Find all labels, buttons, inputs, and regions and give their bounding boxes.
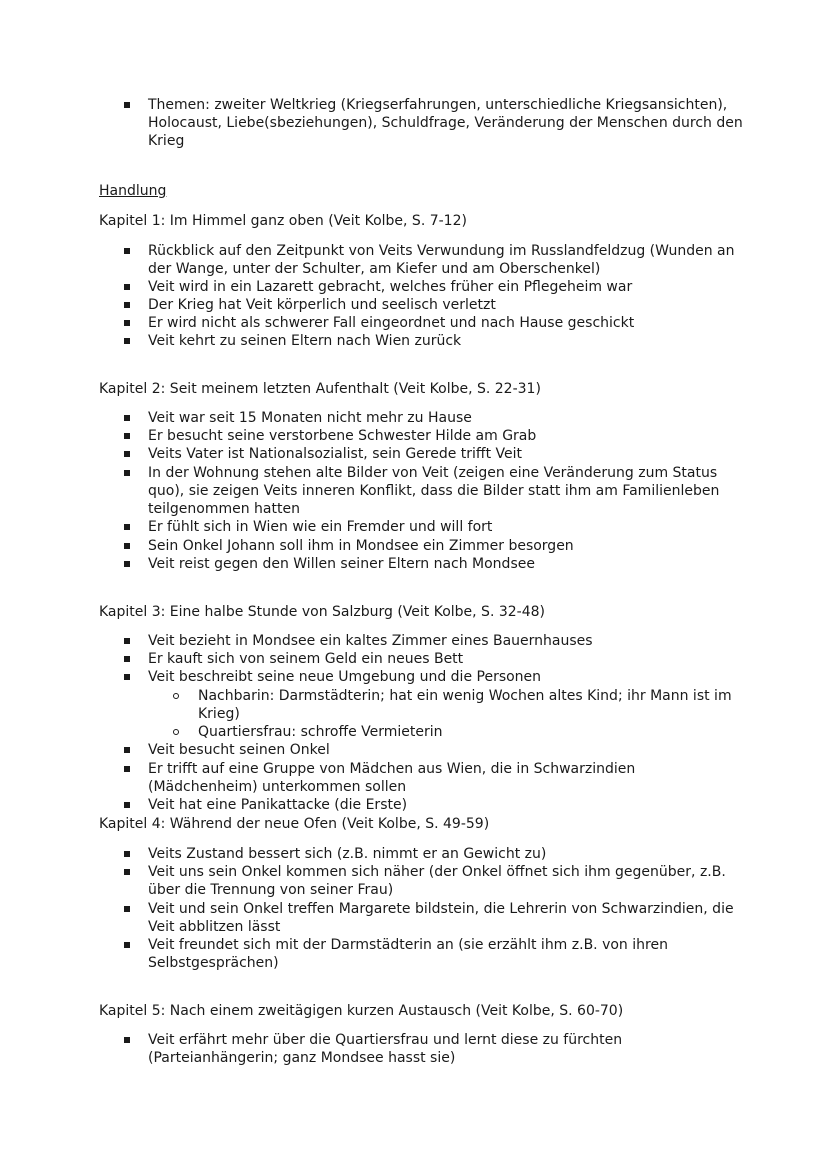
list-item: Veit uns sein Onkel kommen sich näher (der Onkel öffnet sich ihm gegenüber, z.B. über die Trennung von seiner Frau)	[148, 864, 726, 899]
list-item: Er kauft sich von seinem Geld ein neues Bett	[148, 651, 464, 667]
list-item: Veit erfährt mehr über die Quartiersfrau und lernt diese zu fürchten (Parteianhängerin; ganz Mondsee hasst sie)	[148, 1032, 623, 1067]
chapter-2-title: Kapitel 2: Seit meinem letzten Aufenthalt (Veit Kolbe, S. 22-31)	[99, 381, 541, 397]
list-item: Veit hat eine Panikattacke (die Erste)	[148, 797, 408, 813]
list-item: Er trifft auf eine Gruppe von Mädchen aus Wien, die in Schwarzindien (Mädchenheim) unterkommen sollen	[148, 761, 636, 796]
bullet-square	[124, 869, 130, 875]
list-item: Veit reist gegen den Willen seiner Eltern nach Mondsee	[148, 556, 535, 572]
section-title-handlung: Handlung	[99, 183, 167, 199]
sub-list-item: Quartiersfrau: schroffe Vermieterin	[198, 724, 443, 740]
bullet-square	[124, 638, 130, 644]
list-item: Er fühlt sich in Wien wie ein Fremder und will fort	[148, 519, 493, 535]
bullet-square	[124, 674, 130, 680]
bullet-square	[124, 433, 130, 439]
bullet-square	[124, 338, 130, 344]
bullet-square	[124, 102, 130, 108]
list-item: In der Wohnung stehen alte Bilder von Veit (zeigen eine Veränderung zum Status quo), sie zeigen Veits inneren Konflikt, dass die Bilder statt ihm am Familienleben teilgenommen hatten	[148, 465, 720, 518]
bullet-square	[124, 656, 130, 662]
list-item: Veit bezieht in Mondsee ein kaltes Zimmer eines Bauernhauses	[148, 633, 593, 649]
bullet-square	[124, 320, 130, 326]
bullet-square	[124, 248, 130, 254]
themes-text: Themen: zweiter Weltkrieg (Kriegserfahrungen, unterschiedliche Kriegsansichten), Holocaust, Liebe(sbeziehungen), Schuldfrage, Veränderung der Menschen durch den Krieg	[148, 97, 743, 150]
list-item: Veit und sein Onkel treffen Margarete bildstein, die Lehrerin von Schwarzindien, die Veit abblitzen lässt	[148, 901, 734, 936]
chapter-4-title: Kapitel 4: Während der neue Ofen (Veit Kolbe, S. 49-59)	[99, 816, 490, 832]
bullet-square	[124, 1037, 130, 1043]
bullet-square	[124, 851, 130, 857]
bullet-square	[124, 802, 130, 808]
list-item: Er besucht seine verstorbene Schwester Hilde am Grab	[148, 428, 537, 444]
list-item: Er wird nicht als schwerer Fall eingeordnet und nach Hause geschickt	[148, 315, 635, 331]
list-item: Rückblick auf den Zeitpunkt von Veits Verwundung im Russlandfeldzug (Wunden an der Wange, unter der Schulter, am Kiefer und am Oberschenkel)	[148, 243, 735, 278]
list-item: Veit besucht seinen Onkel	[148, 742, 330, 758]
chapter-5-title: Kapitel 5: Nach einem zweitägigen kurzen Austausch (Veit Kolbe, S. 60-70)	[99, 1003, 624, 1019]
bullet-square	[124, 942, 130, 948]
list-item: Veit beschreibt seine neue Umgebung und die Personen	[148, 669, 542, 685]
bullet-square	[124, 747, 130, 753]
list-item: Der Krieg hat Veit körperlich und seelisch verletzt	[148, 297, 496, 313]
bullet-square	[124, 451, 130, 457]
bullet-square	[124, 543, 130, 549]
bullet-square	[124, 766, 130, 772]
list-item: Veit war seit 15 Monaten nicht mehr zu Hause	[148, 410, 472, 426]
list-item: Veits Vater ist Nationalsozialist, sein Gerede trifft Veit	[148, 446, 523, 462]
sub-list-item: Nachbarin: Darmstädterin; hat ein wenig Wochen altes Kind; ihr Mann ist im Krieg)	[198, 688, 732, 723]
bullet-square	[124, 470, 130, 476]
bullet-circle	[173, 729, 179, 735]
bullet-square	[124, 415, 130, 421]
chapter-3-title: Kapitel 3: Eine halbe Stunde von Salzburg (Veit Kolbe, S. 32-48)	[99, 604, 545, 620]
bullet-square	[124, 906, 130, 912]
list-item: Veit wird in ein Lazarett gebracht, welches früher ein Pflegeheim war	[148, 279, 633, 295]
bullet-square	[124, 284, 130, 290]
list-item: Veit kehrt zu seinen Eltern nach Wien zurück	[148, 333, 462, 349]
bullet-square	[124, 302, 130, 308]
list-item: Sein Onkel Johann soll ihm in Mondsee ein Zimmer besorgen	[148, 538, 574, 554]
bullet-square	[124, 524, 130, 530]
list-item: Veit freundet sich mit der Darmstädterin an (sie erzählt ihm z.B. von ihren Selbstgesprächen)	[148, 937, 668, 972]
bullet-square	[124, 561, 130, 567]
list-item: Veits Zustand bessert sich (z.B. nimmt er an Gewicht zu)	[148, 846, 547, 862]
bullet-circle	[173, 693, 179, 699]
chapter-1-title: Kapitel 1: Im Himmel ganz oben (Veit Kolbe, S. 7-12)	[99, 213, 467, 229]
